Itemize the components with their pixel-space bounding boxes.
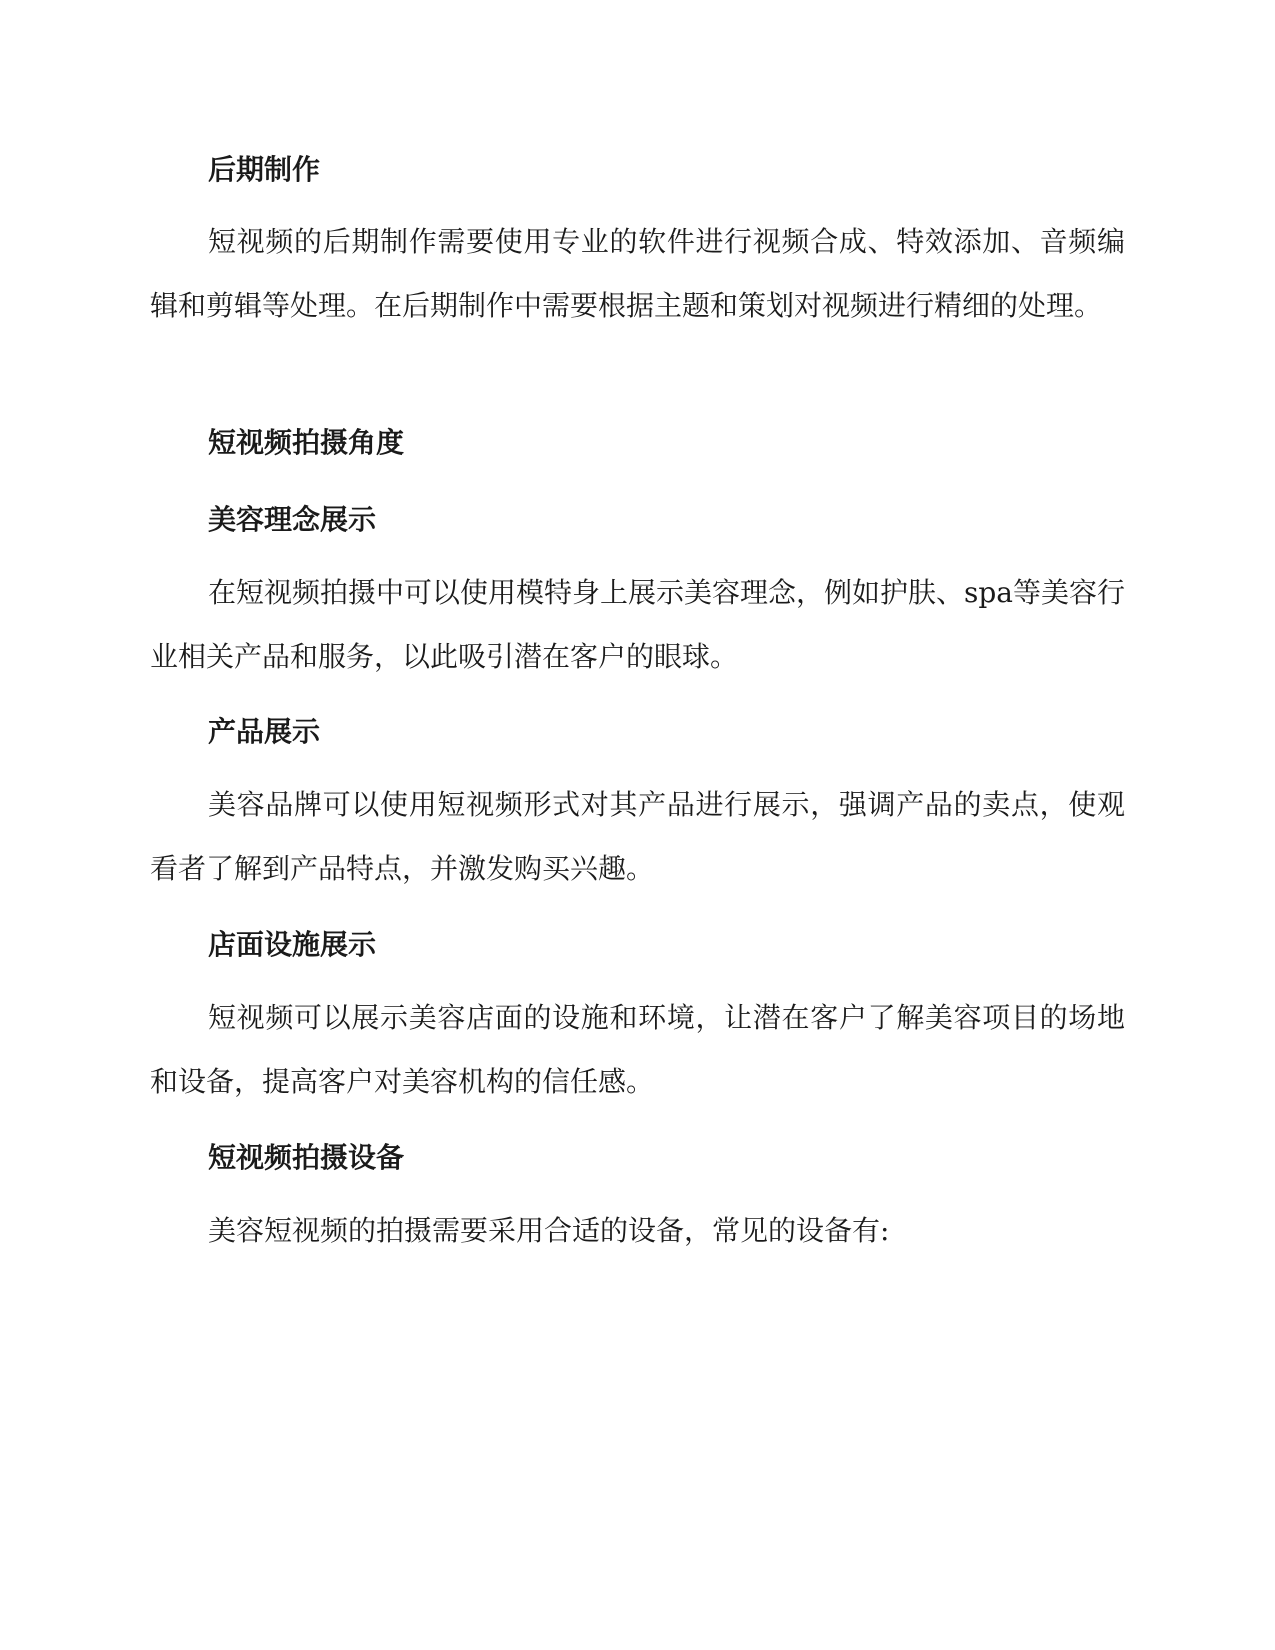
section-heading-shooting-equipment: 短视频拍摄设备 xyxy=(208,1141,405,1174)
paragraph-beauty-concept: 在短视频拍摄中可以使用模特身上展示美容理念，例如护肤、spa等美容行业相关产品和服务，以此吸引潜在客户的眼球。 xyxy=(150,576,1125,673)
subsection-heading-store-facilities: 店面设施展示 xyxy=(208,928,377,961)
paragraph-store-facilities: 短视频可以展示美容店面的设施和环境，让潜在客户了解美容项目的场地和设备，提高客户对美容机构的信任感。 xyxy=(150,1001,1125,1098)
subsection-heading-product-display: 产品展示 xyxy=(208,715,321,748)
section-heading-shooting-angle: 短视频拍摄角度 xyxy=(208,426,405,459)
paragraph-shooting-equipment: 美容短视频的拍摄需要采用合适的设备，常见的设备有: xyxy=(208,1214,890,1247)
paragraph-post-production: 短视频的后期制作需要使用专业的软件进行视频合成、特效添加、音频编辑和剪辑等处理。在后期制作中需要根据主题和策划对视频进行精细的处理。 xyxy=(150,225,1125,322)
paragraph-product-display: 美容品牌可以使用短视频形式对其产品进行展示，强调产品的卖点，使观看者了解到产品特点，并激发购买兴趣。 xyxy=(150,788,1125,885)
section-heading-post-production: 后期制作 xyxy=(208,153,321,186)
subsection-heading-beauty-concept: 美容理念展示 xyxy=(208,503,377,536)
